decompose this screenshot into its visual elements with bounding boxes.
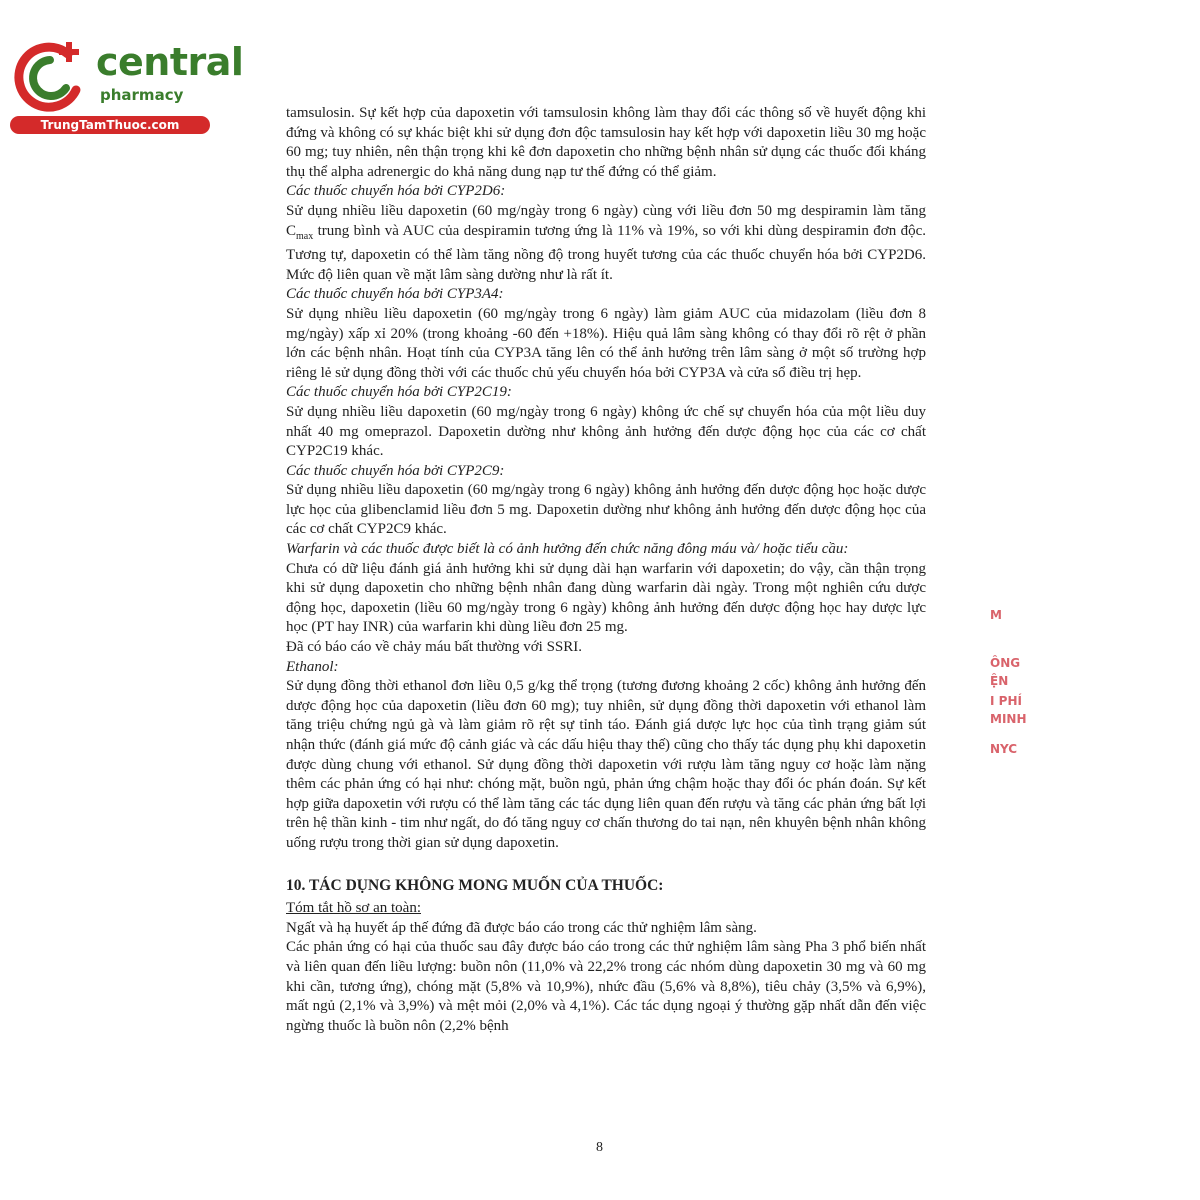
section-heading: 10. TÁC DỤNG KHÔNG MONG MUỐN CỦA THUỐC:	[286, 876, 664, 894]
paragraph: Chưa có dữ liệu đánh giá ảnh hưởng khi sử dụng dài hạn warfarin với dapoxetin; do vậy, cần thận trọng khi sử dụng dapoxetin cho những bệnh nhân đang dùng warfarin dài ngày. Trong một nghiên cứu dược động học, dapoxetin (liều 60 mg/ngày trong 6 ngày) không ảnh hưởng đến dược động học hay dược lực học (PT hay INR) của warfarin khi dùng liều đơn 25 mg.	[286, 560, 926, 636]
stamp-text: I PHÍ	[990, 694, 1022, 708]
central-pharmacy-logo	[10, 38, 244, 138]
subheading: Các thuốc chuyển hóa bởi CYP2C19:	[286, 384, 512, 401]
underlined-subheading: Tóm tắt hồ sơ an toàn:	[286, 900, 421, 917]
subheading: Các thuốc chuyển hóa bởi CYP2C9:	[286, 462, 505, 479]
page-number: 8	[596, 1140, 603, 1155]
paragraph: Sử dụng nhiều liều dapoxetin (60 mg/ngày trong 6 ngày) cùng với liều đơn 50 mg despiramin làm tăng $C_{max}$ trung bình và AUC của despiramin tương ứng là 11% và 19%, so với khi dùng despiramin đơn độc. Tương tự, dapoxetin có thể làm tăng nồng độ trong huyết tương của các thuốc chuyển hóa bởi CYP2D6. Mức độ liên quan về mặt lâm sàng dường như là rất ít.	[286, 202, 926, 283]
pharmacy-cross-icon	[10, 38, 90, 118]
paragraph: Đã có báo cáo về chảy máu bất thường với SSRI.	[286, 639, 583, 656]
paragraph: tamsulosin. Sự kết hợp của dapoxetin với tamsulosin không làm thay đổi các thông số về huyết động khi đứng và không có sự khác biệt khi sử dụng đơn độc tamsulosin hay kết hợp với dapoxetin liều 30 mg hoặc 60 mg; tuy nhiên, nên thận trọng khi kê đơn dapoxetin cho những bệnh nhân sử dụng các thuốc đối kháng thụ thể alpha adrenergic do khả năng dung nạp tư thế đứng có thể giảm.	[286, 105, 926, 180]
paragraph: Ngất và hạ huyết áp thế đứng đã được báo cáo trong các thử nghiệm lâm sàng.	[286, 919, 757, 936]
subheading: Các thuốc chuyển hóa bởi CYP2D6:	[286, 183, 506, 200]
red-stamp	[984, 608, 1027, 768]
paragraph: Sử dụng đồng thời ethanol đơn liều 0,5 g/kg thể trọng (tương đương khoảng 2 cốc) không ảnh hưởng đến dược động học của dapoxetin (liều đơn 60 mg); tuy nhiên, sử dụng đồng thời dapoxetin với ethanol làm tăng triệu chứng ngủ gà và làm giảm rõ rệt sự tỉnh táo. Đánh giá dược lực học của tình trạng giảm sút nhận thức (đánh giá mức độ cảnh giác và các dấu hiệu thay thế) cũng cho thấy tác dụng phụ khi dapoxetin được dùng chung với ethanol. Sử dụng đồng thời dapoxetin với rượu làm tăng nguy cơ hoặc làm nặng thêm các phản ứng có hại như: chóng mặt, buồn ngủ, phản ứng chậm hoặc thay đổi óc phán đoán. Sự kết hợp giữa dapoxetin với rượu có thể làm tăng các tác dụng liên quan đến rượu và tăng các phản ứng bất lợi trên hệ thần kinh - tim như ngất, do đó tăng nguy cơ chấn thương do tai nạn, nên khuyên bệnh nhân không uống rượu trong thời gian sử dụng dapoxetin.	[286, 678, 926, 851]
paragraph: Sử dụng nhiều liều dapoxetin (60 mg/ngày trong 6 ngày) làm giảm AUC của midazolam (liều đơn 8 mg/ngày) xấp xỉ 20% (trong khoảng -60 đến +18%). Hiệu quả lâm sàng không có thay đổi rõ rệt ở phần lớn các bệnh nhân. Hoạt tính của CYP3A tăng lên có thể ảnh hưởng trên lâm sàng ở một số trường hợp riêng lẻ sử dụng đồng thời với các thuốc chủ yếu chuyển hóa bởi CYP3A và cửa sổ điều trị hẹp.	[286, 305, 926, 381]
subheading: Warfarin và các thuốc được biết là có ảnh hưởng đến chức năng đông máu và/ hoặc tiểu cầu:	[286, 541, 849, 558]
subheading: Các thuốc chuyển hóa bởi CYP3A4:	[286, 286, 504, 303]
stamp-text: NYC	[990, 742, 1018, 756]
document-body	[286, 104, 926, 1036]
paragraph: Sử dụng nhiều liều dapoxetin (60 mg/ngày trong 6 ngày) không ức chế sự chuyển hóa của một liều duy nhất 40 mg omeprazol. Dapoxetin dường như không ảnh hưởng đến dược động học của các cơ chất CYP2C19 khác.	[286, 403, 926, 460]
logo-brand-text: central	[96, 40, 244, 84]
paragraph: Các phản ứng có hại của thuốc sau đây được báo cáo trong các thử nghiệm lâm sàng Pha 3 phổ biến nhất và liên quan đến liều lượng: buồn nôn (11,0% và 22,2% trong các nhóm dùng dapoxetin 30 mg và 60 mg khi cần, tương ứng), chóng mặt (5,8% và 10,9%), nhức đầu (5,6% và 8,8%), tiêu chảy (3,5% và 6,9%), mất ngủ (2,1% và 3,9%) và mệt mỏi (2,0% và 4,1%). Các tác dụng ngoại ý thường gặp nhất dẫn đến việc ngừng thuốc là buồn nôn (2,2% bệnh	[286, 939, 926, 1034]
logo-sub-text: pharmacy	[100, 86, 184, 104]
stamp-text: MINH	[990, 712, 1027, 726]
logo-website-badge: TrungTamThuoc.com	[10, 116, 210, 134]
stamp-text: ÔNG	[990, 656, 1021, 670]
stamp-text: ỆN	[990, 674, 1009, 688]
stamp-text: M	[990, 608, 1002, 622]
subheading: Ethanol:	[286, 658, 339, 675]
paragraph: Sử dụng nhiều liều dapoxetin (60 mg/ngày trong 6 ngày) không ảnh hưởng đến dược động học hoặc dược lực học của glibenclamid liều đơn 5 mg. Dapoxetin dường như không ảnh hưởng đến dược động học của các cơ chất CYP2C9 khác.	[286, 482, 926, 538]
